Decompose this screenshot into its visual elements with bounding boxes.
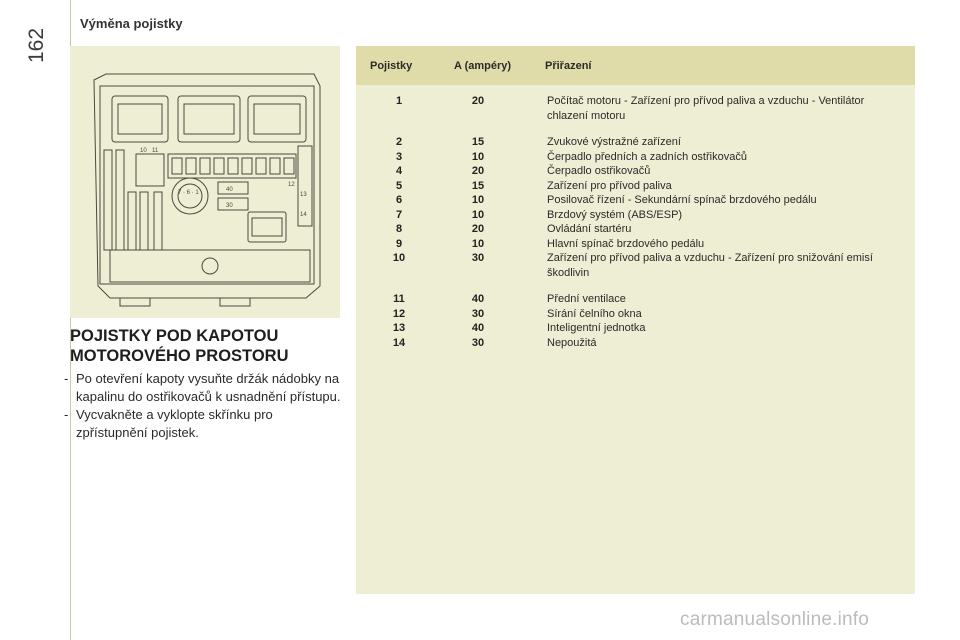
cell-amps: 20: [471, 165, 485, 177]
table-header: [356, 46, 915, 85]
slot-label-10: 10: [140, 148, 147, 154]
cell-amps: 30: [471, 307, 485, 320]
cell-fuse: 14: [392, 336, 406, 349]
table-body: [356, 94, 915, 350]
instruction-text: Po otevření kapoty vysuňte držák nádobky na kapalinu do ostřikovačů k usnadnění přístupu.: [76, 371, 341, 404]
cell-assignment: Přední ventilace: [547, 293, 626, 305]
fuse-label-40: 40: [226, 187, 233, 193]
cell-amps: 30: [471, 252, 485, 264]
fuse-table: [356, 46, 915, 594]
cell-assignment: Čerpadlo předních a zadních ostřikovačů: [547, 150, 747, 163]
cell-assignment: Nepoužitá: [547, 336, 597, 349]
connector-label: 7 · 6 · 1: [178, 190, 199, 196]
slot-label-14: 14: [300, 212, 307, 218]
cell-assignment: Inteligentní jednotka: [547, 322, 646, 334]
cell-fuse: 2: [395, 136, 403, 148]
cell-assignment: Počítač motoru - Zařízení pro přívod paliva a vzduchu - Ventilátor chlazení motoru: [547, 95, 865, 122]
header-fuse: Pojistky: [370, 60, 413, 72]
cell-assignment: Zařízení pro přívod paliva: [547, 179, 672, 192]
cell-amps: 30: [471, 336, 485, 349]
cell-amps: 10: [471, 208, 485, 221]
table-row: [356, 179, 915, 194]
instructions-list: [64, 370, 344, 442]
cell-assignment: Sírání čelního okna: [547, 307, 642, 320]
slot-label-11: 11: [152, 148, 159, 154]
table-row: [356, 292, 915, 307]
cell-fuse: 3: [395, 150, 403, 163]
cell-amps: 40: [471, 322, 485, 334]
cell-amps: 20: [471, 95, 485, 107]
table-row: [356, 164, 915, 179]
watermark: carmanualsonline.info: [680, 609, 870, 630]
table-row: [356, 150, 915, 165]
cell-fuse: 9: [395, 237, 403, 250]
cell-assignment: Zařízení pro přívod paliva a vzduchu - Zařízení pro snižování emisí škodlivin: [547, 252, 873, 279]
cell-fuse: 4: [395, 165, 403, 177]
table-row: [356, 222, 915, 237]
cell-fuse: 12: [392, 307, 406, 320]
fusebox-illustration: [70, 46, 340, 318]
table-row: [356, 135, 915, 150]
cell-fuse: 10: [392, 252, 406, 264]
instruction-text: Vycvakněte a vyklopte skřínku pro zpřístupnění pojistek.: [76, 407, 273, 440]
slot-label-12: 12: [288, 182, 295, 188]
cell-amps: 15: [471, 179, 485, 192]
table-row: [356, 237, 915, 252]
table-row: [356, 94, 915, 123]
cell-amps: 10: [471, 194, 485, 206]
cell-amps: 15: [471, 136, 485, 148]
cell-assignment: Brzdový systém (ABS/ESP): [547, 208, 683, 221]
cell-fuse: 6: [395, 194, 403, 206]
cell-amps: 20: [471, 223, 485, 235]
cell-fuse: 7: [395, 208, 403, 221]
instruction-item: - Po otevření kapoty vysuňte držák nádobky na kapalinu do ostřikovačů k usnadnění přístupu.: [64, 371, 341, 404]
cell-assignment: Zvukové výstražné zařízení: [547, 136, 681, 148]
cell-fuse: 13: [392, 322, 406, 334]
header-amps: A (ampéry): [454, 60, 512, 72]
table-row: [356, 321, 915, 336]
slot-label-13: 13: [300, 192, 307, 198]
cell-fuse: 1: [395, 95, 403, 107]
fusebox-drawing: [70, 46, 340, 318]
section-title: Výměna pojistky: [80, 16, 183, 31]
cell-assignment: Posilovač řízení - Sekundární spínač brzdového pedálu: [547, 194, 817, 206]
cell-fuse: 5: [395, 179, 403, 192]
cell-assignment: Čerpadlo ostřikovačů: [547, 165, 651, 177]
cell-assignment: Hlavní spínač brzdového pedálu: [547, 237, 705, 250]
fuse-label-30: 30: [226, 203, 233, 209]
table-row: [356, 251, 915, 280]
cell-assignment: Ovládání startéru: [547, 223, 632, 235]
instruction-item: - Vycvakněte a vyklopte skřínku pro zpřístupnění pojistek.: [64, 407, 273, 440]
table-row: [356, 336, 915, 351]
cell-amps: 10: [471, 237, 485, 250]
cell-amps: 40: [471, 293, 485, 305]
cell-amps: 10: [471, 150, 485, 163]
section-heading: POJISTKY POD KAPOTOU MOTOROVÉHO PROSTORU: [70, 327, 289, 365]
cell-fuse: 8: [395, 223, 403, 235]
cell-fuse: 11: [393, 293, 405, 305]
table-row: [356, 193, 915, 208]
page-number: 162: [25, 27, 48, 63]
table-row: [356, 307, 915, 322]
table-row: [356, 208, 915, 223]
header-assignment: Přiřazení: [545, 60, 592, 72]
